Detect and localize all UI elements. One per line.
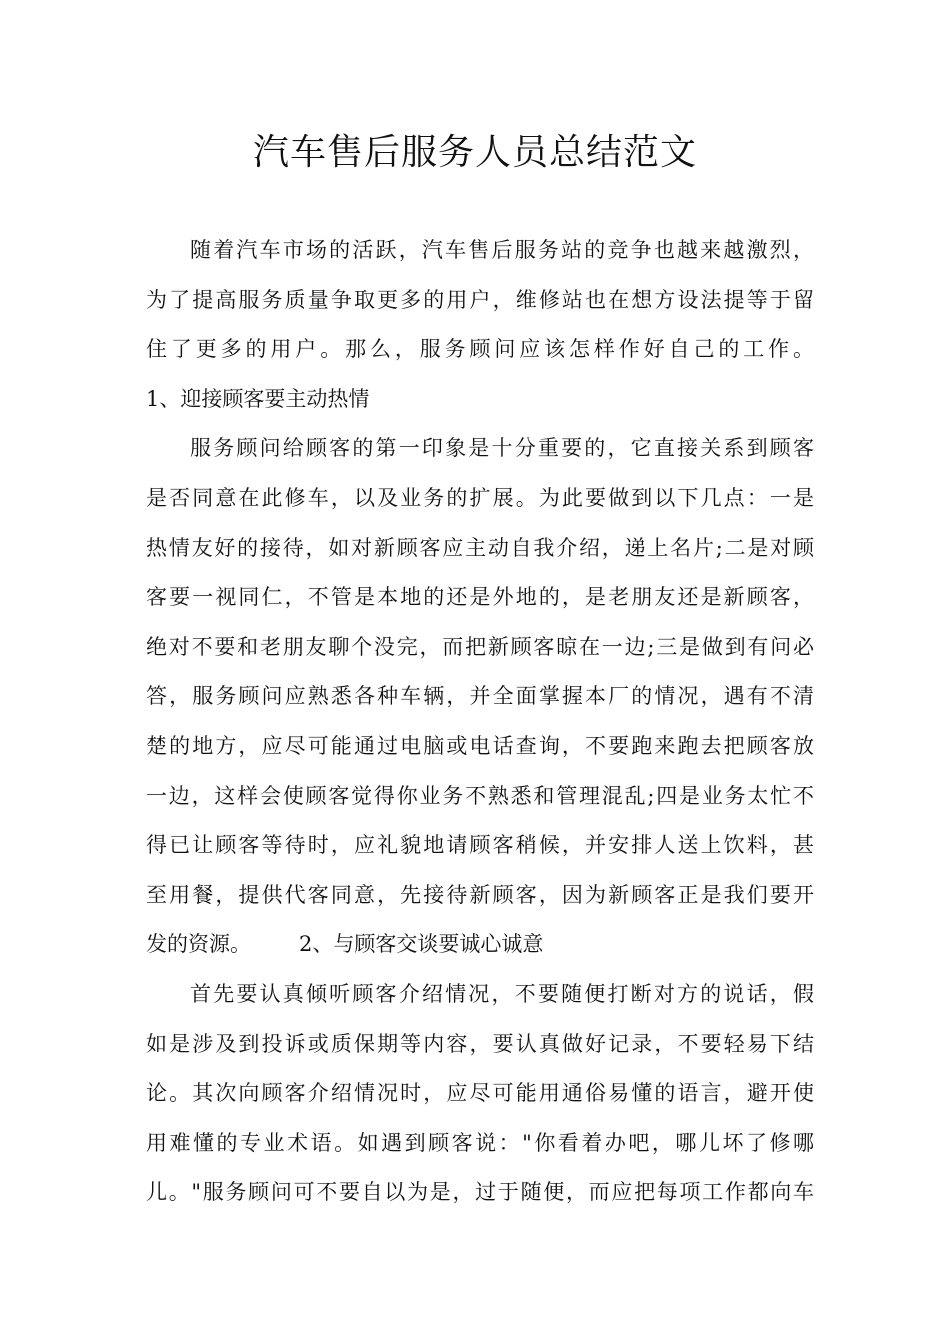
paragraph-line: 用难懂的专业术语。如遇到顾客说："你看着办吧，哪儿坏了修哪 (146, 1130, 814, 1155)
paragraph-line: 为了提高服务质量争取更多的用户，维修站也在想方设法提等于留 (146, 287, 814, 312)
paragraph-line: 首先要认真倾听顾客介绍情况，不要随便打断对方的说话，假 (190, 981, 814, 1006)
paragraph-line-end: 发的资源。 (146, 932, 251, 957)
document-title: 汽车售后服务人员总结范文 (252, 132, 697, 173)
paragraph-line: 住了更多的用户。那么，服务顾问应该怎样作好自己的工作。 (146, 337, 814, 362)
section-heading: 2、与顾客交谈要诚心诚意 (299, 932, 544, 957)
paragraph-line: 客要一视同仁，不管是本地的还是外地的，是老朋友还是新顾客， (146, 585, 814, 610)
paragraph-line: 儿。"服务顾问可不要自以为是，过于随便，而应把每项工作都向车 (146, 1180, 814, 1205)
paragraph-line: 热情友好的接待，如对新顾客应主动自我介绍，递上名片;二是对顾 (146, 535, 814, 560)
paragraph-line: 答，服务顾问应熟悉各种车辆，并全面掌握本厂的情况，遇有不清 (146, 684, 814, 709)
paragraph-line: 是否同意在此修车，以及业务的扩展。为此要做到以下几点：一是 (146, 485, 814, 510)
section-heading: 1、迎接顾客要主动热情 (146, 386, 370, 411)
paragraph-line: 随着汽车市场的活跃，汽车售后服务站的竞争也越来越激烈， (190, 238, 814, 262)
paragraph-line: 至用餐，提供代客同意，先接待新顾客，因为新顾客正是我们要开 (146, 882, 814, 907)
paragraph-line: 绝对不要和老朋友聊个没完，而把新顾客晾在一边;三是做到有问必 (146, 634, 814, 659)
paragraph-line: 得已让顾客等待时，应礼貌地请顾客稍候，并安排人送上饮料，甚 (146, 833, 814, 858)
paragraph-line: 论。其次向顾客介绍情况时，应尽可能用通俗易懂的语言，避开使 (146, 1081, 814, 1106)
paragraph-line: 如是涉及到投诉或质保期等内容，要认真做好记录，不要轻易下结 (146, 1031, 814, 1056)
paragraph-line: 服务顾问给顾客的第一印象是十分重要的，它直接关系到顾客 (190, 436, 814, 461)
paragraph-line-with-heading (146, 920, 814, 970)
paragraph-line: 楚的地方，应尽可能通过电脑或电话查询，不要跑来跑去把顾客放 (146, 733, 814, 758)
paragraph-line: 一边，这样会使顾客觉得你业务不熟悉和管理混乱;四是业务太忙不 (146, 783, 814, 808)
document-body (146, 226, 814, 1218)
